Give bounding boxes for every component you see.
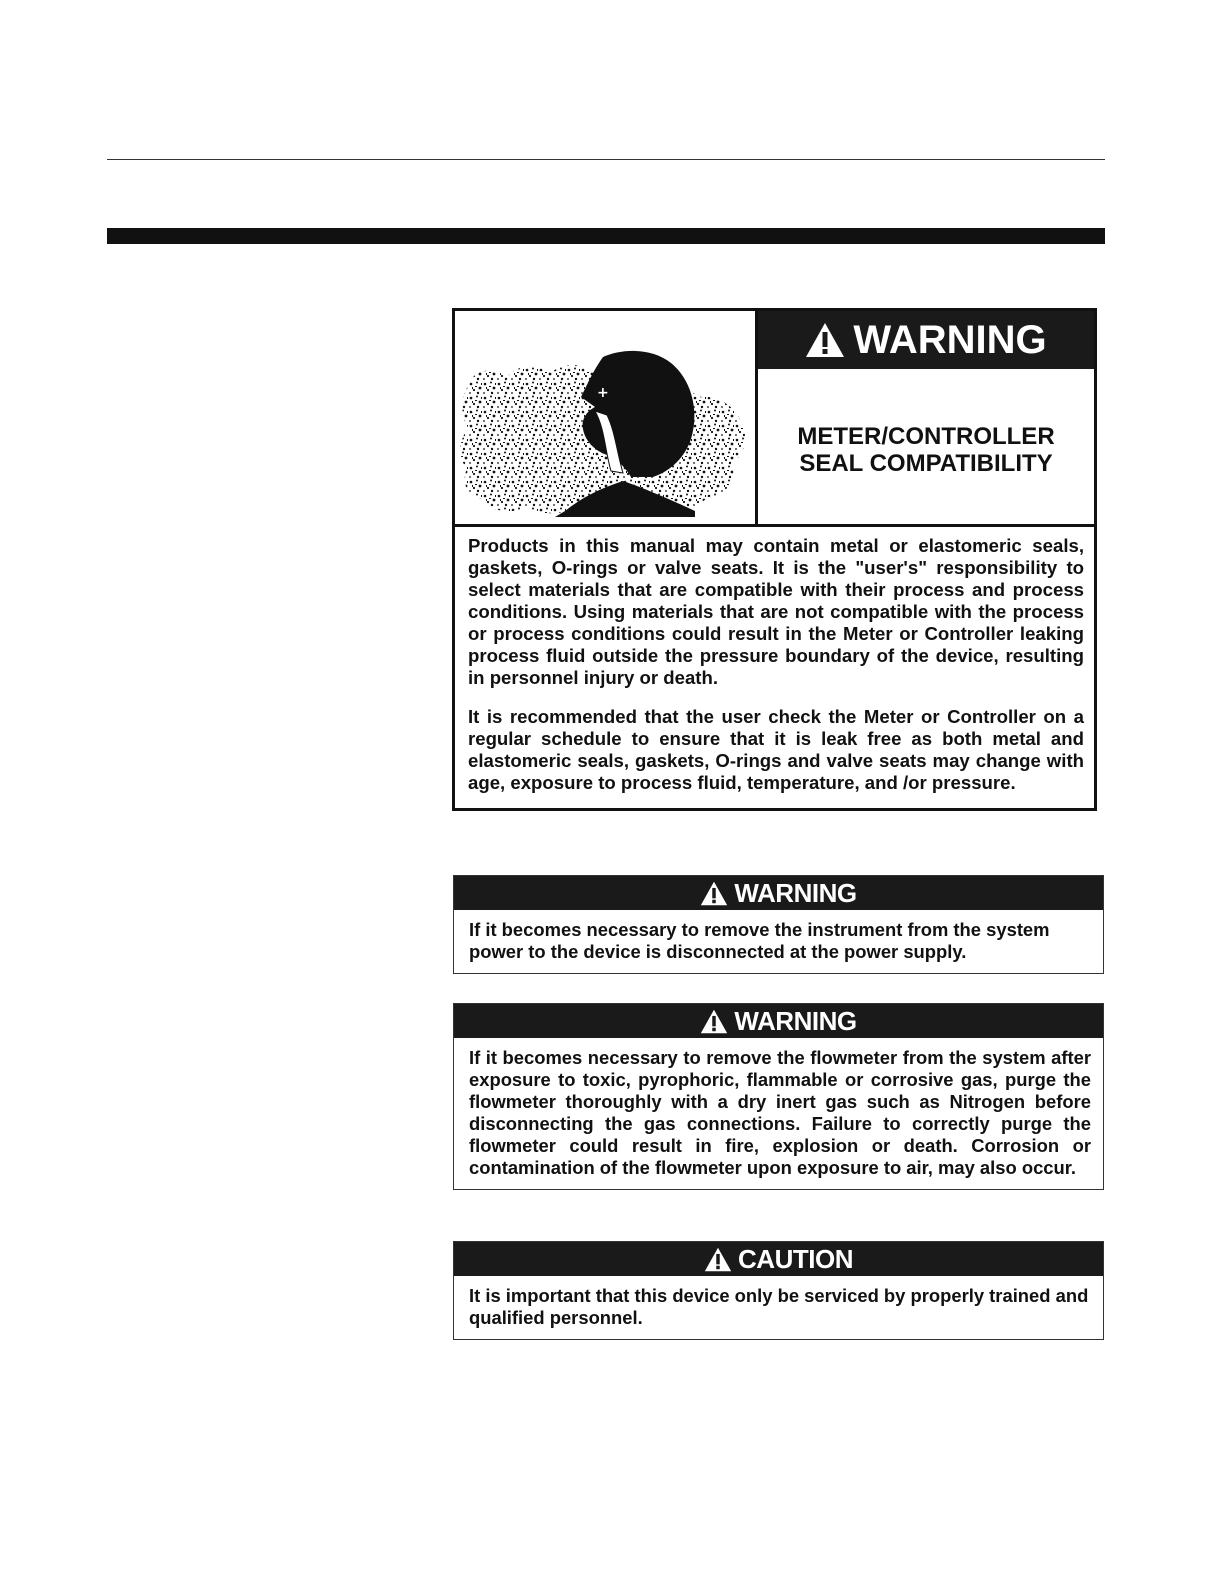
warning-triangle-icon xyxy=(700,881,728,906)
warning-signal-word: WARNING xyxy=(734,877,857,908)
warning-header xyxy=(454,1004,1103,1038)
seal-compatibility-warning xyxy=(452,308,1097,811)
warning-box-power xyxy=(453,875,1104,974)
warning-header xyxy=(454,876,1103,910)
caution-header xyxy=(454,1242,1103,1276)
warning-body xyxy=(468,535,1084,811)
warning-text: If it becomes necessary to remove the flowmeter from the system after exposure to toxic, pyrophoric, flammable or corrosive gas, purge the flowmeter thoroughly with a dry inert gas such as Nitrogen before disconnecting the gas connections. Failure to correctly purge the flowmeter could result in fire, explosion or death. Corrosion or contamination of the flowmeter upon exposure to air, may also occur. xyxy=(469,1047,1091,1178)
warning-signal-word: WARNING xyxy=(853,317,1047,362)
toxic-gas-inhalation-icon xyxy=(455,311,758,524)
divider xyxy=(455,524,1094,527)
caution-signal-word: CAUTION xyxy=(738,1243,853,1274)
warning-box-purge xyxy=(453,1003,1104,1190)
warning-title xyxy=(758,369,1094,524)
caution-triangle-icon xyxy=(704,1247,732,1272)
warning-title-line-2: SEAL COMPATIBILITY xyxy=(799,450,1053,477)
caution-box-service xyxy=(453,1241,1104,1340)
warning-text: If it becomes necessary to remove the instrument from the system power to the device is disconnected at the power supply. xyxy=(469,919,1050,962)
top-rule xyxy=(107,159,1105,160)
svg-text:+: + xyxy=(597,385,609,401)
warning-title-line-1: METER/CONTROLLER xyxy=(797,423,1055,450)
warning-triangle-icon xyxy=(700,1009,728,1034)
caution-text: It is important that this device only be serviced by properly trained and qualified personnel. xyxy=(469,1285,1089,1328)
warning-paragraph: Products in this manual may contain metal or elastomeric seals, gaskets, O-rings or valve seats. It is the "user's" responsibility to select materials that are compatible with their process and process conditions. Using materials that are not compatible with the process or process conditions could result in the Meter or Controller leaking process fluid outside the pressure boundary of the device, resulting in personnel injury or death. xyxy=(468,535,1084,688)
warning-paragraph: It is recommended that the user check the Meter or Controller on a regular schedule to ensure that it is leak free as both metal and elastomeric seals, gaskets, O-rings and valve seats may change with age, exposure to process fluid, temperature, and /or pressure. xyxy=(468,706,1084,793)
warning-header xyxy=(758,311,1094,369)
warning-signal-word: WARNING xyxy=(734,1005,857,1036)
warning-triangle-icon xyxy=(805,322,845,358)
section-header-bar xyxy=(107,228,1105,244)
